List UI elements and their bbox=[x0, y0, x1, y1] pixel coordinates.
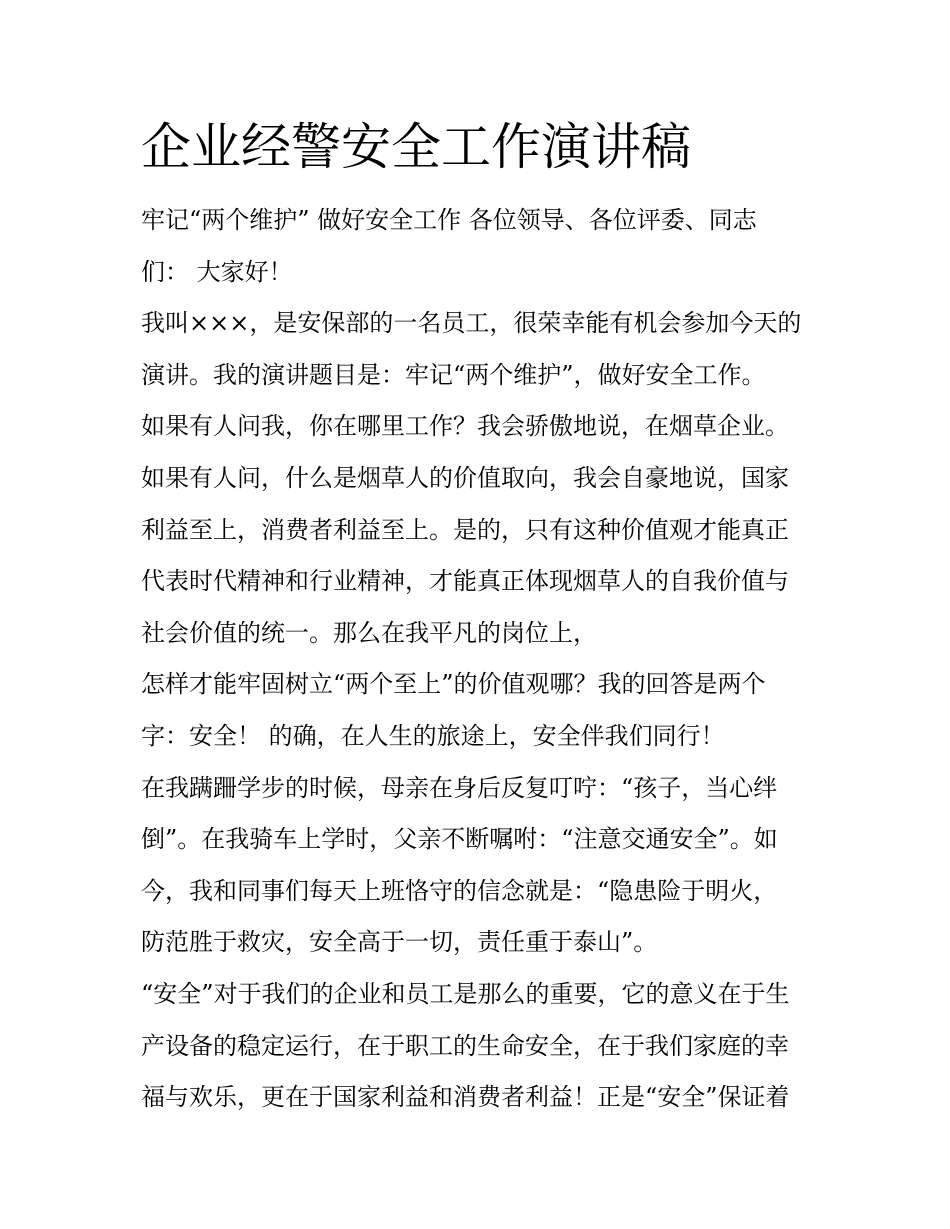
body-line: 字：安全！ 的确，在人生的旅途上，安全伴我们同行！ bbox=[141, 721, 725, 750]
body-line: 防范胜于救灾，安全高于一切，责任重于泰山”。 bbox=[141, 928, 658, 957]
body-line: 产设备的稳定运行，在于职工的生命安全，在于我们家庭的幸 bbox=[141, 1031, 789, 1060]
body-line: 如果有人问我，你在哪里工作？我会骄傲地说，在烟草企业。 bbox=[141, 412, 789, 441]
body-line: “安全”对于我们的企业和员工是那么的重要，它的意义在于生 bbox=[141, 979, 790, 1008]
body-line: 倒”。在我骑车上学时，父亲不断嘱咐：“注意交通安全”。如 bbox=[141, 825, 778, 854]
body-line: 福与欢乐，更在于国家利益和消费者利益！正是“安全”保证着 bbox=[141, 1083, 790, 1112]
body-line: 利益至上，消费者利益至上。是的，只有这种价值观才能真正 bbox=[141, 515, 789, 544]
body-line: 演讲。我的演讲题目是：牢记“两个维护”，做好安全工作。 bbox=[141, 360, 766, 389]
body-line: 怎样才能牢固树立“两个至上”的价值观哪？我的回答是两个 bbox=[141, 670, 766, 699]
body-line: 如果有人问，什么是烟草人的价值取向，我会自豪地说，国家 bbox=[141, 463, 789, 492]
body-line: 们： 大家好！ bbox=[141, 257, 293, 286]
body-line: 我叫×××，是安保部的一名员工，很荣幸能有机会参加今天的 bbox=[141, 309, 802, 338]
document-title: 企业经警安全工作演讲稿 bbox=[141, 118, 691, 176]
body-line: 社会价值的统一。那么在我平凡的岗位上， bbox=[141, 618, 597, 647]
body-line: 在我蹒跚学步的时候，母亲在身后反复叮咛：“孩子，当心绊 bbox=[141, 773, 778, 802]
body-line: 代表时代精神和行业精神，才能真正体现烟草人的自我价值与 bbox=[141, 567, 789, 596]
document-body bbox=[141, 195, 831, 1124]
body-line: 牢记“两个维护” 做好安全工作 各位领导、各位评委、同志 bbox=[141, 206, 757, 234]
body-line: 今，我和同事们每天上班恪守的信念就是：“隐患险于明火， bbox=[141, 876, 778, 905]
